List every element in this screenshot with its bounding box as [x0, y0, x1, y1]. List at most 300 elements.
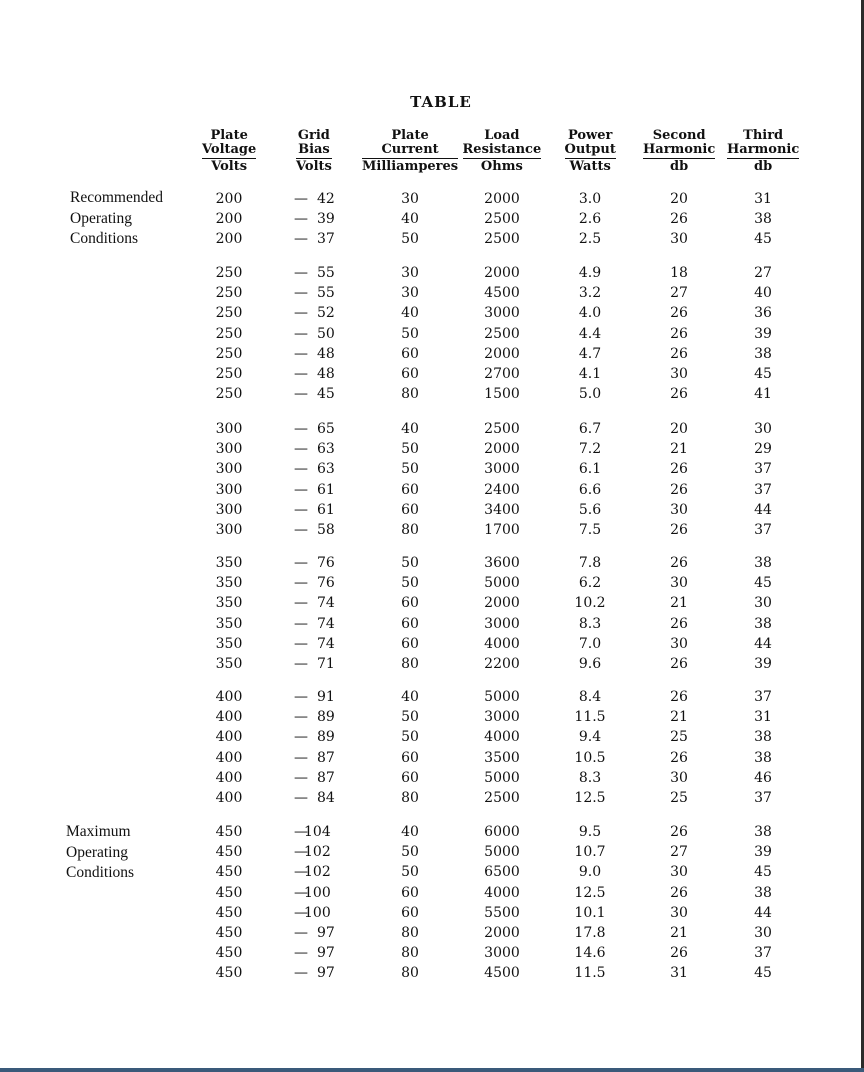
condition-label-line: Conditions [70, 230, 139, 247]
condition-label-line: Operating [66, 843, 128, 861]
cell-plate-current: 40 [401, 421, 419, 437]
cell-load-resistance: 3600 [484, 555, 520, 571]
minus-sign-icon: — [294, 615, 308, 632]
grid-bias-value: 100 [304, 884, 331, 901]
cell-second-harmonic: 20 [670, 421, 688, 437]
cell-plate-current: 50 [401, 555, 419, 571]
cell-plate-current: 50 [401, 231, 419, 248]
header-load-resistance-unit: Ohms [463, 158, 542, 174]
minus-sign-icon: — [294, 305, 308, 322]
grid-bias-value: 65 [317, 421, 335, 437]
cell-plate-voltage: 450 [215, 844, 243, 861]
cell-plate-current: 50 [401, 325, 419, 342]
cell-second-harmonic: 21 [670, 925, 688, 941]
cell-power-output: 7.2 [578, 441, 602, 458]
cell-grid-bias [294, 420, 354, 438]
page-edge-bottom [0, 1068, 864, 1072]
cell-load-resistance: 4500 [484, 965, 520, 982]
cell-second-harmonic: 30 [670, 231, 688, 248]
cell-grid-bias [294, 345, 354, 363]
cell-load-resistance: 3000 [484, 305, 520, 322]
cell-second-harmonic: 27 [670, 285, 688, 302]
cell-power-output: 9.4 [578, 729, 602, 746]
minus-sign-icon: — [294, 824, 308, 840]
cell-power-output: 6.6 [578, 481, 602, 498]
cell-third-harmonic: 45 [754, 864, 772, 881]
cell-load-resistance: 2500 [484, 421, 520, 437]
cell-third-harmonic: 36 [754, 305, 772, 322]
cell-grid-bias [294, 823, 354, 841]
minus-sign-icon: — [294, 461, 308, 478]
cell-third-harmonic: 45 [754, 231, 772, 248]
cell-third-harmonic: 38 [754, 615, 772, 632]
cell-power-output: 12.5 [574, 790, 606, 806]
cell-power-output: 2.5 [578, 231, 602, 248]
cell-third-harmonic: 45 [754, 575, 772, 592]
minus-sign-icon: — [294, 965, 308, 982]
cell-plate-current: 80 [401, 522, 419, 538]
grid-bias-value: 71 [317, 656, 335, 672]
recommended-conditions-label [70, 188, 163, 250]
cell-second-harmonic: 31 [670, 965, 688, 982]
cell-grid-bias [294, 749, 354, 767]
cell-second-harmonic: 30 [670, 366, 688, 382]
minus-sign-icon: — [294, 844, 308, 861]
grid-bias-value: 84 [317, 790, 335, 806]
cell-plate-voltage: 400 [215, 729, 243, 746]
grid-bias-value: 89 [317, 729, 335, 746]
cell-load-resistance: 3000 [484, 461, 520, 478]
cell-power-output: 3.2 [578, 285, 602, 302]
cell-load-resistance: 2700 [484, 366, 520, 382]
cell-second-harmonic: 26 [670, 689, 688, 705]
cell-third-harmonic: 38 [754, 824, 772, 840]
cell-second-harmonic: 26 [670, 461, 688, 478]
header-grid-bias-label: Bias [298, 142, 330, 157]
cell-plate-voltage: 450 [215, 904, 243, 921]
grid-bias-value: 37 [317, 231, 335, 248]
cell-plate-voltage: 250 [215, 305, 243, 322]
cell-third-harmonic: 37 [754, 522, 772, 538]
cell-plate-voltage: 450 [215, 945, 243, 962]
cell-third-harmonic: 38 [754, 211, 772, 228]
cell-load-resistance: 2000 [484, 925, 520, 941]
minus-sign-icon: — [294, 925, 308, 941]
minus-sign-icon: — [294, 522, 308, 538]
cell-plate-current: 60 [401, 366, 419, 382]
cell-plate-current: 60 [401, 345, 419, 362]
minus-sign-icon: — [294, 904, 308, 921]
cell-plate-current: 80 [401, 945, 419, 962]
cell-second-harmonic: 30 [670, 635, 688, 652]
header-plate-voltage-label: Plate [210, 128, 248, 143]
minus-sign-icon: — [294, 884, 308, 901]
cell-plate-voltage: 250 [215, 386, 243, 403]
header-power-output-label: Power [567, 128, 613, 143]
cell-third-harmonic: 37 [754, 461, 772, 478]
cell-plate-current: 80 [401, 386, 419, 403]
cell-grid-bias [294, 904, 354, 922]
minus-sign-icon: — [294, 501, 308, 518]
cell-plate-voltage: 450 [215, 864, 243, 881]
minus-sign-icon: — [294, 555, 308, 571]
header-plate-current-unit: Milliamperes [362, 159, 459, 174]
header-plate-voltage [202, 129, 256, 174]
cell-third-harmonic: 40 [754, 285, 772, 302]
cell-second-harmonic: 26 [670, 325, 688, 342]
cell-load-resistance: 2400 [484, 481, 520, 498]
grid-bias-value: 89 [317, 709, 335, 726]
header-plate-current [362, 129, 458, 174]
cell-second-harmonic: 26 [670, 211, 688, 228]
cell-load-resistance: 2500 [484, 325, 520, 342]
grid-bias-value: 61 [317, 481, 335, 498]
cell-second-harmonic: 26 [670, 522, 688, 538]
cell-load-resistance: 5000 [484, 844, 520, 861]
minus-sign-icon: — [294, 769, 308, 786]
cell-power-output: 14.6 [574, 945, 606, 962]
cell-third-harmonic: 30 [754, 595, 772, 612]
cell-plate-voltage: 300 [215, 421, 243, 437]
cell-power-output: 8.4 [578, 689, 602, 705]
cell-grid-bias [294, 924, 354, 942]
cell-grid-bias [294, 460, 354, 478]
grid-bias-value: 63 [317, 441, 335, 458]
grid-bias-value: 104 [304, 824, 331, 840]
cell-load-resistance: 3000 [484, 615, 520, 632]
table-title: TABLE [410, 93, 472, 111]
minus-sign-icon: — [294, 790, 308, 806]
minus-sign-icon: — [294, 945, 308, 962]
cell-power-output: 5.0 [578, 386, 602, 403]
cell-grid-bias [294, 574, 354, 592]
cell-load-resistance: 3000 [484, 945, 520, 962]
cell-third-harmonic: 37 [754, 945, 772, 962]
grid-bias-value: 63 [317, 461, 335, 478]
header-plate-current-label: Current [381, 142, 439, 157]
condition-label-line: Recommended [70, 189, 163, 206]
cell-load-resistance: 5500 [484, 904, 520, 921]
cell-power-output: 6.2 [578, 575, 602, 592]
cell-load-resistance: 2000 [484, 345, 520, 362]
cell-second-harmonic: 30 [670, 501, 688, 518]
cell-power-output: 8.3 [578, 769, 602, 786]
cell-grid-bias [294, 385, 354, 403]
cell-plate-current: 80 [401, 790, 419, 806]
header-load-resistance-label: Load [484, 128, 520, 143]
cell-plate-current: 40 [401, 689, 419, 705]
cell-plate-current: 30 [401, 191, 419, 207]
cell-third-harmonic: 30 [754, 925, 772, 941]
cell-power-output: 9.6 [578, 656, 602, 672]
cell-load-resistance: 2500 [484, 211, 520, 228]
cell-second-harmonic: 26 [670, 656, 688, 672]
cell-third-harmonic: 31 [754, 709, 772, 726]
cell-load-resistance: 2000 [484, 191, 520, 207]
cell-plate-voltage: 250 [215, 325, 243, 342]
cell-power-output: 10.7 [574, 844, 606, 861]
cell-plate-current: 50 [401, 461, 419, 478]
cell-grid-bias [294, 728, 354, 746]
grid-bias-value: 76 [317, 555, 335, 571]
cell-load-resistance: 1500 [484, 386, 520, 403]
header-third-harmonic-label: Third [743, 128, 784, 143]
cell-plate-current: 30 [401, 285, 419, 302]
header-load-resistance-label: Resistance [462, 142, 542, 157]
cell-third-harmonic: 38 [754, 555, 772, 571]
cell-power-output: 12.5 [574, 884, 606, 901]
minus-sign-icon: — [294, 191, 308, 207]
cell-grid-bias [294, 708, 354, 726]
cell-power-output: 4.0 [578, 305, 602, 322]
cell-plate-current: 60 [401, 749, 419, 766]
grid-bias-value: 100 [304, 904, 331, 921]
cell-third-harmonic: 38 [754, 884, 772, 901]
cell-plate-voltage: 350 [215, 615, 243, 632]
cell-grid-bias [294, 325, 354, 343]
cell-grid-bias [294, 635, 354, 653]
header-grid-bias-label: Grid [297, 128, 330, 143]
minus-sign-icon: — [294, 231, 308, 248]
grid-bias-value: 102 [304, 844, 331, 861]
cell-plate-current: 80 [401, 925, 419, 941]
cell-grid-bias [294, 440, 354, 458]
cell-power-output: 10.5 [574, 749, 606, 766]
cell-power-output: 17.8 [574, 925, 606, 941]
cell-plate-voltage: 200 [215, 191, 243, 207]
cell-load-resistance: 5000 [484, 575, 520, 592]
cell-plate-voltage: 300 [215, 461, 243, 478]
cell-plate-current: 50 [401, 864, 419, 881]
cell-plate-voltage: 450 [215, 884, 243, 901]
cell-plate-voltage: 350 [215, 635, 243, 652]
header-load-resistance [463, 129, 542, 174]
cell-load-resistance: 2500 [484, 231, 520, 248]
cell-plate-voltage: 250 [215, 285, 243, 302]
grid-bias-value: 87 [317, 769, 335, 786]
grid-bias-value: 74 [317, 635, 335, 652]
header-power-output [565, 129, 616, 174]
condition-label-line: Maximum [66, 823, 131, 840]
cell-second-harmonic: 26 [670, 824, 688, 840]
minus-sign-icon: — [294, 421, 308, 437]
cell-third-harmonic: 37 [754, 790, 772, 806]
cell-plate-voltage: 450 [215, 925, 243, 941]
header-second-harmonic-label: Harmonic [643, 142, 716, 157]
cell-third-harmonic: 39 [754, 844, 772, 861]
cell-power-output: 10.1 [574, 904, 606, 921]
grid-bias-value: 48 [317, 345, 335, 362]
grid-bias-value: 97 [317, 945, 335, 962]
grid-bias-value: 87 [317, 749, 335, 766]
cell-third-harmonic: 37 [754, 689, 772, 705]
cell-third-harmonic: 44 [754, 904, 772, 921]
cell-load-resistance: 2000 [484, 441, 520, 458]
cell-second-harmonic: 26 [670, 555, 688, 571]
minus-sign-icon: — [294, 656, 308, 672]
minus-sign-icon: — [294, 689, 308, 705]
cell-power-output: 7.0 [578, 635, 602, 652]
cell-second-harmonic: 30 [670, 864, 688, 881]
cell-load-resistance: 5000 [484, 689, 520, 705]
minus-sign-icon: — [294, 211, 308, 228]
grid-bias-value: 74 [317, 595, 335, 612]
cell-power-output: 7.5 [578, 522, 602, 538]
cell-plate-voltage: 400 [215, 689, 243, 705]
cell-third-harmonic: 38 [754, 345, 772, 362]
cell-second-harmonic: 26 [670, 615, 688, 632]
cell-second-harmonic: 25 [670, 790, 688, 806]
cell-third-harmonic: 45 [754, 366, 772, 382]
cell-plate-voltage: 400 [215, 769, 243, 786]
cell-third-harmonic: 41 [754, 386, 772, 403]
cell-plate-current: 50 [401, 729, 419, 746]
cell-third-harmonic: 46 [754, 769, 772, 786]
header-third-harmonic [727, 129, 799, 174]
minus-sign-icon: — [294, 481, 308, 498]
cell-second-harmonic: 18 [670, 265, 688, 281]
cell-load-resistance: 1700 [484, 522, 520, 538]
cell-power-output: 4.9 [578, 265, 602, 281]
grid-bias-value: 52 [317, 305, 335, 322]
cell-grid-bias [294, 501, 354, 519]
cell-plate-voltage: 200 [215, 231, 243, 248]
cell-third-harmonic: 37 [754, 481, 772, 498]
cell-second-harmonic: 25 [670, 729, 688, 746]
cell-plate-voltage: 450 [215, 965, 243, 982]
cell-power-output: 4.7 [578, 345, 602, 362]
cell-power-output: 11.5 [574, 709, 606, 726]
cell-second-harmonic: 21 [670, 709, 688, 726]
cell-second-harmonic: 20 [670, 191, 688, 207]
header-second-harmonic-unit: db [643, 158, 715, 174]
cell-power-output: 10.2 [574, 595, 606, 612]
header-plate-current-label: Plate [391, 128, 429, 143]
cell-grid-bias [294, 481, 354, 499]
minus-sign-icon: — [294, 749, 308, 766]
cell-second-harmonic: 21 [670, 595, 688, 612]
cell-second-harmonic: 26 [670, 345, 688, 362]
cell-plate-current: 50 [401, 575, 419, 592]
cell-plate-voltage: 350 [215, 555, 243, 571]
cell-plate-current: 60 [401, 769, 419, 786]
cell-third-harmonic: 31 [754, 191, 772, 207]
cell-plate-voltage: 400 [215, 749, 243, 766]
cell-plate-voltage: 250 [215, 345, 243, 362]
grid-bias-value: 102 [304, 864, 331, 881]
minus-sign-icon: — [294, 864, 308, 881]
cell-second-harmonic: 26 [670, 305, 688, 322]
minus-sign-icon: — [294, 709, 308, 726]
cell-power-output: 7.8 [578, 555, 602, 571]
cell-plate-voltage: 250 [215, 366, 243, 382]
grid-bias-value: 58 [317, 522, 335, 538]
cell-third-harmonic: 29 [754, 441, 772, 458]
header-third-harmonic-label: Harmonic [727, 142, 800, 157]
cell-load-resistance: 2500 [484, 790, 520, 806]
minus-sign-icon: — [294, 595, 308, 612]
minus-sign-icon: — [294, 386, 308, 403]
grid-bias-value: 91 [317, 689, 335, 705]
cell-plate-current: 40 [401, 211, 419, 228]
condition-label-line: Operating [70, 209, 132, 227]
header-power-output-unit: Watts [565, 158, 616, 174]
cell-plate-voltage: 300 [215, 441, 243, 458]
cell-load-resistance: 4000 [484, 884, 520, 901]
header-grid-bias-unit: Volts [296, 159, 332, 174]
cell-plate-voltage: 300 [215, 522, 243, 538]
minus-sign-icon: — [294, 729, 308, 746]
cell-power-output: 2.6 [578, 211, 602, 228]
minus-sign-icon: — [294, 325, 308, 342]
minus-sign-icon: — [294, 366, 308, 382]
cell-grid-bias [294, 655, 354, 673]
cell-grid-bias [294, 190, 354, 208]
cell-grid-bias [294, 284, 354, 302]
cell-third-harmonic: 30 [754, 421, 772, 437]
cell-grid-bias [294, 964, 354, 982]
cell-second-harmonic: 27 [670, 844, 688, 861]
cell-power-output: 6.7 [578, 421, 602, 437]
header-second-harmonic-label: Second [652, 128, 706, 143]
condition-label-line: Conditions [66, 864, 135, 881]
cell-grid-bias [294, 304, 354, 322]
cell-second-harmonic: 26 [670, 481, 688, 498]
minus-sign-icon: — [294, 575, 308, 592]
cell-power-output: 8.3 [578, 615, 602, 632]
cell-power-output: 5.6 [578, 501, 602, 518]
cell-plate-current: 50 [401, 441, 419, 458]
grid-bias-value: 97 [317, 965, 335, 982]
header-power-output-label: Output [564, 142, 616, 157]
cell-power-output: 6.1 [578, 461, 602, 478]
cell-load-resistance: 6000 [484, 824, 520, 840]
cell-second-harmonic: 26 [670, 386, 688, 403]
cell-power-output: 4.4 [578, 325, 602, 342]
cell-grid-bias [294, 264, 354, 282]
cell-grid-bias [294, 365, 354, 383]
cell-third-harmonic: 39 [754, 656, 772, 672]
cell-plate-current: 60 [401, 884, 419, 901]
cell-plate-current: 60 [401, 635, 419, 652]
minus-sign-icon: — [294, 265, 308, 281]
cell-plate-current: 80 [401, 965, 419, 982]
cell-plate-current: 60 [401, 501, 419, 518]
cell-plate-current: 80 [401, 656, 419, 672]
cell-plate-current: 40 [401, 305, 419, 322]
cell-plate-current: 60 [401, 481, 419, 498]
cell-load-resistance: 5000 [484, 769, 520, 786]
grid-bias-value: 42 [317, 191, 335, 207]
cell-grid-bias [294, 843, 354, 861]
cell-plate-voltage: 300 [215, 481, 243, 498]
header-plate-voltage-label: Voltage [202, 142, 257, 157]
cell-plate-voltage: 450 [215, 824, 243, 840]
cell-grid-bias [294, 944, 354, 962]
cell-third-harmonic: 39 [754, 325, 772, 342]
cell-load-resistance: 3500 [484, 749, 520, 766]
cell-plate-current: 60 [401, 904, 419, 921]
cell-plate-current: 50 [401, 709, 419, 726]
cell-grid-bias [294, 554, 354, 572]
minus-sign-icon: — [294, 635, 308, 652]
cell-power-output: 9.0 [578, 864, 602, 881]
cell-grid-bias [294, 688, 354, 706]
grid-bias-value: 50 [317, 325, 335, 342]
cell-second-harmonic: 26 [670, 945, 688, 962]
cell-plate-current: 60 [401, 615, 419, 632]
cell-grid-bias [294, 769, 354, 787]
